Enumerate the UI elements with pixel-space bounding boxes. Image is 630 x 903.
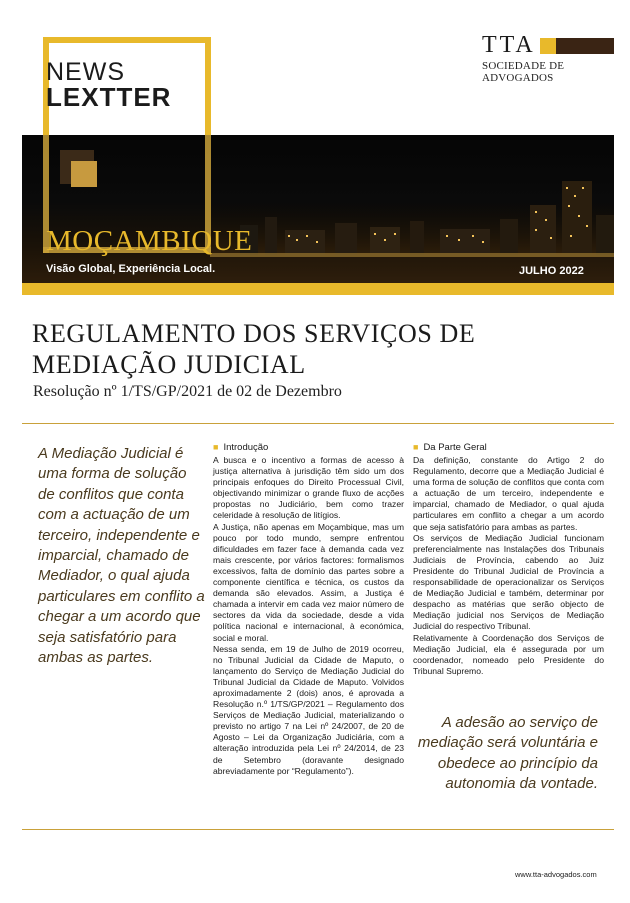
pull-quote-right: A adesão ao serviço de mediação será voluntária e obedece ao princípio da autonomia da vontade. [417, 714, 598, 793]
masthead-lextter: LEXTTER [46, 82, 172, 112]
paragraph: Nessa senda, em 19 de Julho de 2019 ocorreu, no Tribunal Judicial da Cidade de Maputo, o lançamento do Serviço de Mediação Judicial do Tribunal Judicial da Cidade de Maputo. Volvidos aproximadamente 2 (dois) anos, é aprovada a Resolução n.º 1/TS/GP/2021 – Regulamento dos Serviços de Mediação Judicial, materializando o previsto no artigo 7 na Lei nº 24/2007, de 20 de Agosto – Lei da Organização Judiciária, com a alteração introduzida pela Lei nº 24/2014, de 23 de Setembro (doravante designado abreviadamente por “Regulamento”). [213, 643, 404, 776]
masthead-frame-right [205, 37, 211, 135]
decor-square-gold [71, 161, 97, 187]
article-title [32, 318, 612, 380]
paragraph: Da definição, constante do Artigo 2 do Regulamento, decorre que a Mediação Judicial é uma forma de solução de conflitos que conta com a actuação de um terceiro, independente e imparcial, chamado de Mediador, o qual ajuda particulares em conflito a chegar a um acordo que seja satisfatório para ambas as partes. [413, 455, 604, 532]
banner-country: MOÇAMBIQUE [46, 225, 253, 257]
masthead-news: NEWS [46, 58, 125, 86]
article-title-line1: REGULAMENTO DOS SERVIÇOS DE [32, 319, 476, 348]
masthead-frame-top [43, 37, 211, 43]
divider-bottom [22, 829, 614, 830]
column-introducao [213, 441, 404, 777]
bullet-icon: ■ [213, 442, 219, 452]
paragraph: Os serviços de Mediação Judicial funcionam preferencialmente nas Instalações dos Tribunais Judiciais de Província, cabendo ao Juiz Presidente do Tribunal Judicial de Província a responsabilidade de operacionalizar os Serviços de Mediação Judicial e também, determinar por despacho as matérias que serão objecto de Mediação judicial nos Serviços de Mediação Judicial do respectivo Tribunal. [413, 532, 604, 632]
logo-subtitle: SOCIEDADE DE ADVOGADOS [482, 60, 565, 84]
article-title-line2: MEDIAÇÃO JUDICIAL [32, 350, 306, 379]
website-link[interactable]: www.tta-advogados.com [515, 870, 597, 879]
logo-tta: TTA [482, 32, 536, 58]
section-heading-parte-geral: ■ Da Parte Geral [413, 442, 487, 453]
column-parte-geral [413, 441, 604, 677]
banner-gold-strip [22, 283, 614, 295]
banner-tagline: Visão Global, Experiência Local. [46, 263, 216, 275]
article-subtitle: Resolução nº 1/TS/GP/2021 de 02 de Dezembro [33, 383, 342, 400]
paragraph: Relativamente à Coordenação dos Serviços de Mediação Judicial, ela é assegurada por um coordenador, nomeado pelo Presidente do Tribunal Supremo. [413, 632, 604, 676]
section-heading-introducao: ■ Introdução [213, 442, 269, 453]
divider-top [22, 423, 614, 424]
banner-date: JULHO 2022 [519, 265, 584, 277]
paragraph: A Justiça, não apenas em Moçambique, mas um pouco por todo mundo, sempre enfrentou dificuldades em fazer face à demanda cada vez mais crescente, por vários factores: formalismos excessivos, falta de domínio das partes sobre a componente científica e técnica, os custos da demanda são elevados. Assim, a Justiça é chamada a intervir em cada vez maior número de sectores da vida da sociedade, desde a vida política nacional e internacional, à económica, social e moral. [213, 521, 404, 643]
bullet-icon: ■ [413, 442, 419, 452]
city-skyline-image [210, 135, 614, 283]
paragraph: A busca e o incentivo a formas de acesso à justiça alternativa à jurisdição têm sido um dos principais enfoques do Direito Processual Civil, objectivando minimizar o grande fluxo de acções propostas no Judiciário, bem como trazer celeridade à resolução de litígios. [213, 455, 404, 521]
logo-bar-accent [540, 38, 556, 54]
pull-quote-left: A Mediação Judicial é uma forma de solução de conflitos que conta com a actuação de um terceiro, independente e imparcial, chamado de Mediador, o qual ajuda particulares em conflito a chegar a um acordo que seja satisfatório para ambas as partes. [38, 445, 205, 667]
